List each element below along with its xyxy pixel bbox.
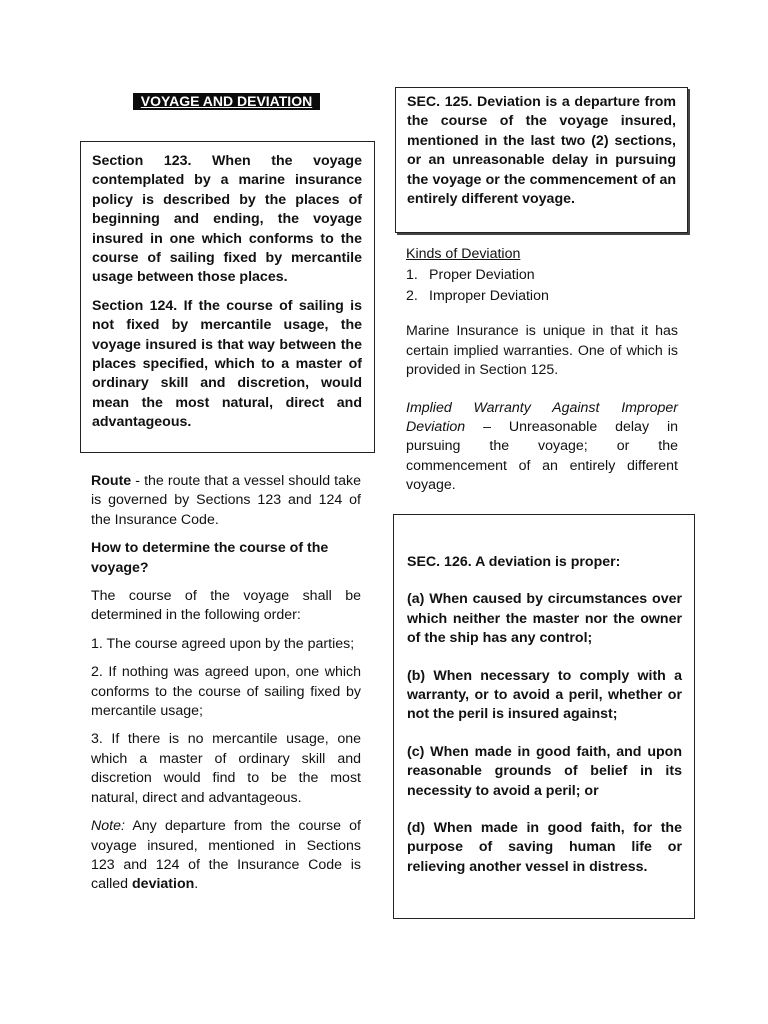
order-item-2: 2. If nothing was agreed upon, one which conforms to the course of sailing fixed by mercantile usage; xyxy=(91,664,361,720)
list-item xyxy=(406,265,678,286)
order-item-1: 1. The course agreed upon by the parties; xyxy=(91,635,355,652)
note-paragraph xyxy=(91,817,361,895)
unique-paragraph: Marine Insurance is unique in that it has certain implied warranties. One of which is provided in Section 125. xyxy=(406,323,678,379)
kinds-list xyxy=(406,265,678,307)
section-125-box xyxy=(395,87,688,233)
list-number: 1. xyxy=(406,267,418,284)
section-126-heading: SEC. 126. A deviation is proper: xyxy=(407,554,621,570)
section-126-item-a: (a) When caused by circumstances over which neither the master nor the owner of the ship has any control; xyxy=(407,591,682,647)
sections-123-124-box xyxy=(80,141,375,453)
section-123-text: Section 123. When the voyage contemplated by a marine insurance policy is described by the places of beginning and ending, the voyage insured in one which conforms to the course of sailing fixed by mercantile usage between those places. xyxy=(92,153,362,286)
implied-warranty-text: – Unreasonable delay in pursuing the voyage; or the commencement of an entirely different voyage. xyxy=(406,419,678,494)
section-126-box xyxy=(393,514,695,919)
page-title-text: VOYAGE AND DEVIATION xyxy=(140,93,313,109)
route-paragraph xyxy=(91,472,361,530)
section-125-text: SEC. 125. Deviation is a departure from the course of the voyage insured, mentioned in the last two (2) sections, or an unreasonable delay in pursuing the voyage or the commencement of an entirely different voyage. xyxy=(407,94,676,208)
note-label: Note: xyxy=(91,818,125,835)
order-intro: The course of the voyage shall be determined in the following order: xyxy=(91,588,361,624)
implied-warranty-label: Implied Warranty Against Improper Deviation xyxy=(406,399,678,436)
implied-warranty-paragraph xyxy=(406,399,678,496)
section-124-text: Section 124. If the course of sailing is not fixed by mercantile usage, the voyage insured is that way between the places specified, which to a master of ordinary skill and discretion, would mean the most natural, direct and advantageous. xyxy=(92,297,362,431)
how-to-determine-heading: How to determine the course of the voyage? xyxy=(91,540,329,576)
list-item xyxy=(406,286,678,307)
note-end: . xyxy=(194,876,199,893)
route-text: - the route that a vessel should take is governed by Sections 123 and 124 of the Insurance Code. xyxy=(91,473,361,528)
route-label: Route xyxy=(91,473,132,489)
section-126-item-b: (b) When necessary to comply with a warranty, or to avoid a peril, whether or not the peril is insured against; xyxy=(407,667,682,723)
kinds-heading: Kinds of Deviation xyxy=(406,246,521,262)
section-126-item-d: (d) When made in good faith, for the purpose of saving human life or relieving another vessel in distress. xyxy=(407,820,682,875)
right-column xyxy=(406,245,678,496)
list-number: 2. xyxy=(406,288,418,305)
note-text: Any departure from the course of voyage insured, mentioned in Sections 123 and 124 of the Insurance Code is called xyxy=(91,818,361,893)
left-column xyxy=(91,472,361,895)
order-item-3: 3. If there is no mercantile usage, one which a master of ordinary skill and discretion would find to be the most natural, direct and advantageous. xyxy=(91,731,361,806)
section-126-item-c: (c) When made in good faith, and upon reasonable grounds of belief in its necessity to avoid a peril; or xyxy=(407,743,682,799)
page-title xyxy=(133,93,320,110)
list-label: Improper Deviation xyxy=(429,288,549,305)
note-term: deviation xyxy=(132,876,195,893)
list-label: Proper Deviation xyxy=(429,267,535,284)
